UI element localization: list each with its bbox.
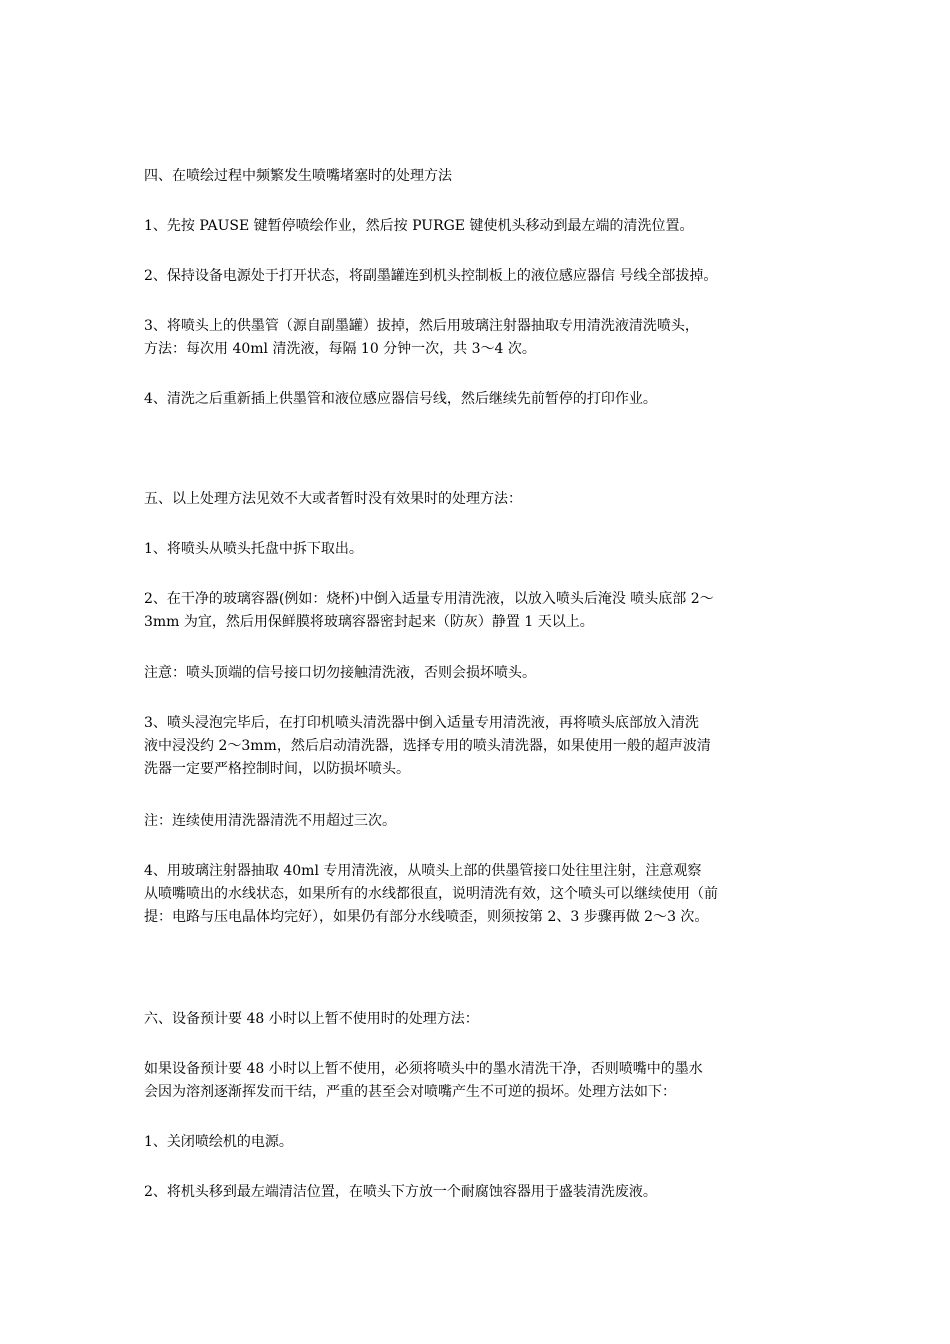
section-6-step-2: 2、将机头移到最左端清洁位置，在喷头下方放一个耐腐蚀容器用于盛装清洗废液。 — [144, 1184, 657, 1200]
section-6-intro: 如果设备预计要 48 小时以上暂不使用，必须将喷头中的墨水清洗干净，否则喷嘴中的墨水 会因为溶剂逐渐挥发而干结，严重的甚至会对喷嘴产生不可逆的损坏。处理方法如下： — [144, 1061, 703, 1100]
section-6-heading: 六、设备预计要 48 小时以上暂不使用时的处理方法： — [144, 1011, 479, 1027]
section-4-step-2: 2、保持设备电源处于打开状态，将副墨罐连到机头控制板上的液位感应器信 号线全部拔掉。 — [144, 268, 718, 284]
section-4-step-4: 4、清洗之后重新插上供墨管和液位感应器信号线，然后继续先前暂停的打印作业。 — [144, 391, 657, 407]
section-5-step-1: 1、将喷头从喷头托盘中拆下取出。 — [144, 541, 363, 557]
section-5-step-2: 2、在干净的玻璃容器(例如：烧杯)中倒入适量专用清洗液，以放入喷头后淹没 喷头底部 2～ 3mm 为宜，然后用保鲜膜将玻璃容器密封起来（防灰）静置 1 天以上。 — [144, 591, 714, 630]
section-4-step-1: 1、先按 PAUSE 键暂停喷绘作业，然后按 PURGE 键使机头移动到最左端的清洗位置。 — [144, 218, 694, 234]
section-5-step-3: 3、喷头浸泡完毕后，在打印机喷头清洗器中倒入适量专用清洗液，再将喷头底部放入清洗 液中浸没约 2～3mm，然后启动清洗器，选择专用的喷头清洗器，如果使用一般的超声波清 洗器一定要严格控制时间，以防损坏喷头。 — [144, 715, 711, 777]
section-5-note: 注意：喷头顶端的信号接口切勿接触清洗液，否则会损坏喷头。 — [144, 665, 536, 681]
section-5-step-4: 4、用玻璃注射器抽取 40ml 专用清洗液，从喷头上部的供墨管接口处往里注射，注意观察 从喷嘴喷出的水线状态，如果所有的水线都很直，说明清洗有效，这个喷头可以继续使用（前 提：电路与压电晶体均完好），如果仍有部分水线喷歪，则须按第 2、3 步骤再做 2～3 次。 — [144, 863, 718, 925]
section-6-step-1: 1、关闭喷绘机的电源。 — [144, 1134, 293, 1150]
section-5-heading: 五、以上处理方法见效不大或者暂时没有效果时的处理方法： — [144, 491, 522, 507]
section-4-heading: 四、在喷绘过程中频繁发生喷嘴堵塞时的处理方法 — [144, 168, 452, 184]
section-5-remark: 注：连续使用清洗器清洗不用超过三次。 — [144, 813, 396, 829]
section-4-step-3: 3、将喷头上的供墨管（源自副墨罐）拔掉，然后用玻璃注射器抽取专用清洗液清洗喷头， 方法：每次用 40ml 清洗液，每隔 10 分钟一次，共 3～4 次。 — [144, 318, 699, 357]
